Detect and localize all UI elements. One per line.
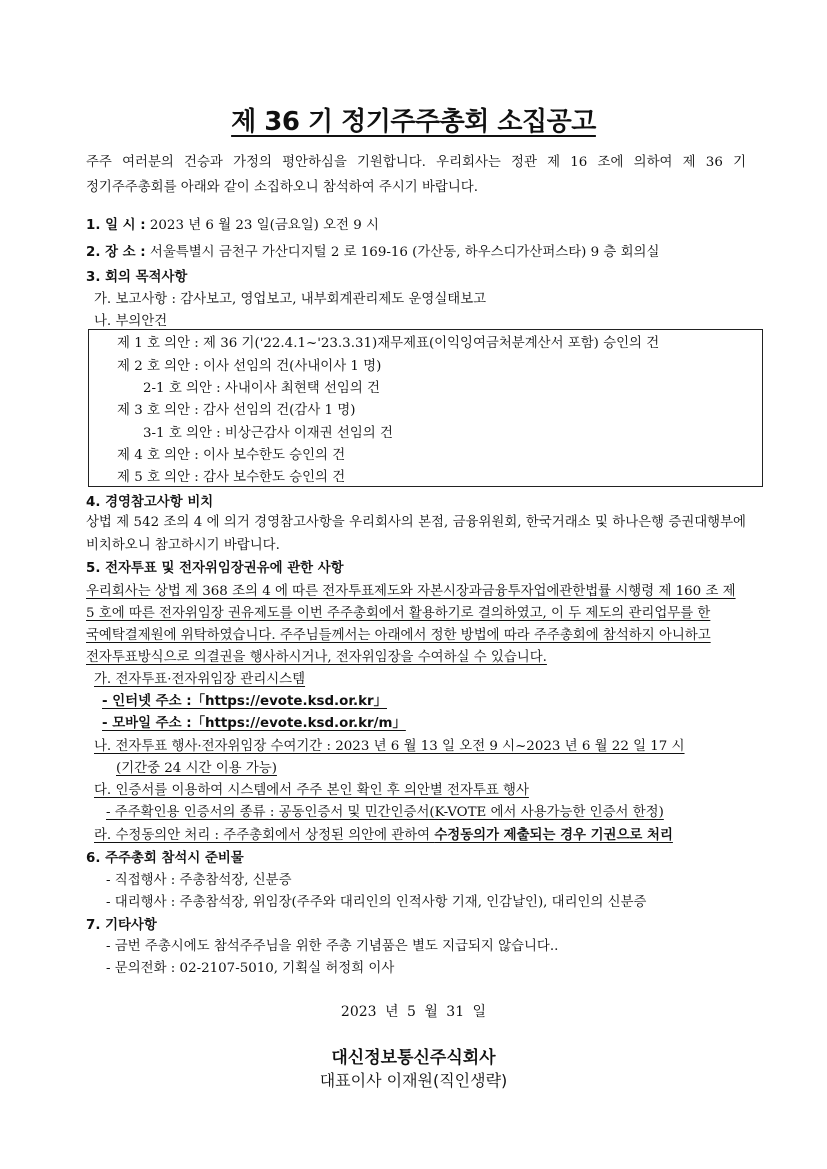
resolution-heading: 나. 부의안건: [94, 314, 168, 329]
section-5-body-line: 국예탁결제원에 위탁하였습니다. 주주님들께서는 아래에서 정한 방법에 따라 주주총회에 참석하지 아니하고: [86, 628, 711, 643]
section-1-date: [86, 216, 379, 236]
section-5-body-line: 전자투표방식으로 의결권을 행사하시거나, 전자위임장을 수여하실 수 있습니다.: [86, 650, 547, 665]
section-1-value: 2023 년 6 월 23 일(금요일) 오전 9 시: [149, 218, 379, 233]
section-5-body-line: 5 호에 따른 전자위임장 권유제도를 이번 주주총회에서 활용하기로 결의하였고, 이 두 제도의 관리업무를 한: [86, 606, 711, 621]
ceo-signature: 대표이사 이재원(직인생략): [319, 1071, 508, 1090]
agenda-item: 제 4 호 의안 : 이사 보수한도 승인의 건: [117, 448, 346, 463]
agenda-item: 제 1 호 의안 : 제 36 기('22.4.1~'23.3.31)재무제표(이익잉여금처분계산서 포함) 승인의 건: [117, 336, 660, 351]
section-2-label: 2. 장 소 :: [86, 245, 146, 260]
internet-address-link[interactable]: - 인터넷 주소 :「https://evote.ksd.or.kr」: [102, 694, 387, 709]
certificate-types: - 주주확인용 인증서의 종류 : 공동인증서 및 민간인증서(K-VOTE 에서 사용가능한 인증서 한정): [106, 805, 664, 820]
evote-system-heading: 가. 전자투표·전자위임장 관리시스템: [94, 672, 306, 687]
misc-item: - 문의전화 : 02-2107-5010, 기획실 허정희 이사: [106, 961, 395, 976]
agenda-item: 제 5 호 의안 : 감사 보수한도 승인의 건: [117, 470, 346, 485]
agenda-item: 2-1 호 의안 : 사내이사 최현택 선임의 건: [143, 381, 380, 396]
section-4-body: 상법 제 542 조의 4 에 의거 경영참고사항을 우리회사의 본점, 금융위원회, 한국거래소 및 하나은행 증권대행부에 비치하오니 참고하시기 바랍니다.: [86, 515, 746, 553]
identity-verification: 다. 인증서를 이용하여 시스템에서 주주 본인 확인 후 의안별 전자투표 행사: [94, 783, 529, 798]
notice-date: 2023 년 5 월 31 일: [340, 1004, 487, 1020]
mobile-address-link[interactable]: - 모바일 주소 :「https://evote.ksd.or.kr/m」: [102, 716, 406, 731]
intro-paragraph: 주주 여러분의 건승과 가정의 평안하심을 기원합니다. 우리회사는 정관 제 16 조에 의하여 제 36 기 정기주주총회를 아래와 같이 소집하오니 참석하여 주시기 바랍니다.: [86, 155, 746, 195]
company-name: 대신정보통신주식회사: [331, 1048, 496, 1068]
section-1-label: 1. 일 시 :: [86, 218, 146, 233]
section-7-heading: 7. 기타사항: [86, 918, 157, 933]
section-2-value: 서울특별시 금천구 가산디지털 2 로 169-16 (가산동, 하우스디가산퍼스타) 9 층 회의실: [149, 245, 660, 260]
misc-item: - 금번 주총시에도 참석주주님을 위한 주총 기념품은 별도 지급되지 않습니다..: [106, 939, 559, 954]
agenda-item: 제 3 호 의안 : 감사 선임의 건(감사 1 명): [117, 403, 356, 418]
preparation-item: - 직접행사 : 주총참석장, 신분증: [106, 873, 292, 888]
agenda-item: 제 2 호 의안 : 이사 선임의 건(사내이사 1 명): [117, 359, 382, 374]
page-title: 제 36 기 정기주주총회 소집공고: [231, 107, 596, 137]
report-items: 가. 보고사항 : 감사보고, 영업보고, 내부회계관리제도 운영실태보고: [94, 292, 487, 307]
amendment-handling-emphasis: 수정동의가 제출되는 경우 기권으로 처리: [434, 827, 673, 843]
section-6-heading: 6. 주주총회 참석시 준비물: [86, 851, 244, 866]
section-3-heading: 3. 회의 목적사항: [86, 270, 188, 285]
section-4-heading: 4. 경영참고사항 비치: [86, 495, 214, 510]
voting-period: 나. 전자투표 행사·전자위임장 수여기간 : 2023 년 6 월 13 일 오전 9 시~2023 년 6 월 22 일 17 시: [94, 739, 685, 754]
section-5-heading: 5. 전자투표 및 전자위임장권유에 관한 사항: [86, 561, 344, 576]
voting-period-note: (기간중 24 시간 이용 가능): [116, 761, 277, 776]
section-2-venue: [86, 243, 659, 263]
preparation-item: - 대리행사 : 주총참석장, 위임장(주주와 대리인의 인적사항 기재, 인감날인), 대리인의 신분증: [106, 895, 647, 910]
amendment-handling: [94, 825, 673, 846]
agenda-item: 3-1 호 의안 : 비상근감사 이재권 선임의 건: [143, 426, 393, 441]
section-5-body-line: 우리회사는 상법 제 368 조의 4 에 따른 전자투표제도와 자본시장과금융투자업에관한법률 시행령 제 160 조 제: [86, 584, 736, 599]
amendment-handling-text: 라. 수정동의안 처리 : 주주총회에서 상정된 의안에 관하여: [94, 828, 435, 843]
